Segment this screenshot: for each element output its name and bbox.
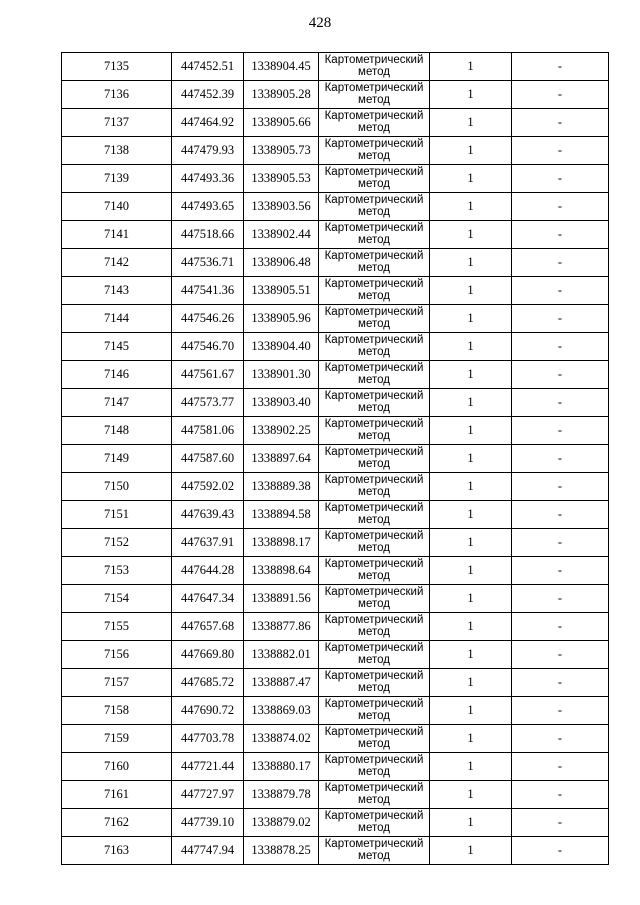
point-number-cell: 7142	[62, 249, 172, 277]
y-coordinate-cell: 1338889.38	[244, 473, 319, 501]
method-line-2: метод	[358, 178, 390, 190]
table-row	[62, 277, 609, 305]
y-coordinate-cell: 1338902.44	[244, 221, 319, 249]
x-coordinate-cell: 447657.68	[172, 613, 244, 641]
table-row	[62, 725, 609, 753]
method-cell	[319, 389, 430, 417]
table-row	[62, 221, 609, 249]
method-line-1: Картометрический	[324, 614, 424, 626]
accuracy-cell: 1	[430, 697, 512, 725]
method-line-2: метод	[358, 234, 390, 246]
note-cell: -	[512, 529, 609, 557]
y-coordinate-cell: 1338905.28	[244, 81, 319, 109]
point-number-cell: 7155	[62, 613, 172, 641]
method-line-1: Картометрический	[324, 54, 424, 66]
point-number-cell: 7140	[62, 193, 172, 221]
note-cell: -	[512, 641, 609, 669]
point-number-cell: 7147	[62, 389, 172, 417]
point-number-cell: 7158	[62, 697, 172, 725]
method-line-1: Картометрический	[324, 362, 424, 374]
note-cell: -	[512, 781, 609, 809]
method-line-1: Картометрический	[324, 194, 424, 206]
method-line-1: Картометрический	[324, 698, 424, 710]
method-cell	[319, 725, 430, 753]
note-cell: -	[512, 809, 609, 837]
method-line-1: Картометрический	[324, 502, 424, 514]
x-coordinate-cell: 447581.06	[172, 417, 244, 445]
point-number-cell: 7154	[62, 585, 172, 613]
method-cell	[319, 445, 430, 473]
note-cell: -	[512, 473, 609, 501]
point-number-cell: 7141	[62, 221, 172, 249]
method-line-1: Картометрический	[324, 138, 424, 150]
table-row	[62, 333, 609, 361]
accuracy-cell: 1	[430, 277, 512, 305]
y-coordinate-cell: 1338903.40	[244, 389, 319, 417]
table-body	[62, 53, 609, 865]
x-coordinate-cell: 447546.26	[172, 305, 244, 333]
method-cell	[319, 585, 430, 613]
y-coordinate-cell: 1338905.53	[244, 165, 319, 193]
note-cell: -	[512, 333, 609, 361]
y-coordinate-cell: 1338905.66	[244, 109, 319, 137]
point-number-cell: 7149	[62, 445, 172, 473]
table-row	[62, 837, 609, 865]
accuracy-cell: 1	[430, 585, 512, 613]
note-cell: -	[512, 53, 609, 81]
table-row	[62, 137, 609, 165]
table-row	[62, 53, 609, 81]
x-coordinate-cell: 447669.80	[172, 641, 244, 669]
table-row	[62, 193, 609, 221]
y-coordinate-cell: 1338877.86	[244, 613, 319, 641]
method-line-2: метод	[358, 654, 390, 666]
point-number-cell: 7145	[62, 333, 172, 361]
method-cell	[319, 809, 430, 837]
y-coordinate-cell: 1338894.58	[244, 501, 319, 529]
method-cell	[319, 641, 430, 669]
method-line-1: Картометрический	[324, 222, 424, 234]
table-row	[62, 109, 609, 137]
table-row	[62, 557, 609, 585]
note-cell: -	[512, 277, 609, 305]
x-coordinate-cell: 447452.39	[172, 81, 244, 109]
point-number-cell: 7135	[62, 53, 172, 81]
note-cell: -	[512, 501, 609, 529]
method-line-1: Картометрический	[324, 754, 424, 766]
table-row	[62, 669, 609, 697]
accuracy-cell: 1	[430, 137, 512, 165]
method-cell	[319, 109, 430, 137]
note-cell: -	[512, 305, 609, 333]
point-number-cell: 7136	[62, 81, 172, 109]
accuracy-cell: 1	[430, 781, 512, 809]
accuracy-cell: 1	[430, 501, 512, 529]
method-line-2: метод	[358, 570, 390, 582]
method-line-2: метод	[358, 430, 390, 442]
method-cell	[319, 249, 430, 277]
x-coordinate-cell: 447464.92	[172, 109, 244, 137]
x-coordinate-cell: 447541.36	[172, 277, 244, 305]
table-row	[62, 781, 609, 809]
method-line-2: метод	[358, 598, 390, 610]
y-coordinate-cell: 1338880.17	[244, 753, 319, 781]
x-coordinate-cell: 447637.91	[172, 529, 244, 557]
table-row	[62, 389, 609, 417]
method-line-2: метод	[358, 346, 390, 358]
accuracy-cell: 1	[430, 193, 512, 221]
method-line-1: Картометрический	[324, 670, 424, 682]
method-cell	[319, 137, 430, 165]
x-coordinate-cell: 447747.94	[172, 837, 244, 865]
method-cell	[319, 669, 430, 697]
method-line-1: Картометрический	[324, 334, 424, 346]
table-row	[62, 445, 609, 473]
accuracy-cell: 1	[430, 641, 512, 669]
y-coordinate-cell: 1338902.25	[244, 417, 319, 445]
accuracy-cell: 1	[430, 753, 512, 781]
x-coordinate-cell: 447536.71	[172, 249, 244, 277]
y-coordinate-cell: 1338879.02	[244, 809, 319, 837]
note-cell: -	[512, 613, 609, 641]
method-line-1: Картометрический	[324, 446, 424, 458]
note-cell: -	[512, 137, 609, 165]
note-cell: -	[512, 389, 609, 417]
table-row	[62, 753, 609, 781]
method-line-1: Картометрический	[324, 838, 424, 850]
y-coordinate-cell: 1338898.64	[244, 557, 319, 585]
point-number-cell: 7162	[62, 809, 172, 837]
method-cell	[319, 753, 430, 781]
point-number-cell: 7138	[62, 137, 172, 165]
method-line-1: Картометрический	[324, 474, 424, 486]
method-line-2: метод	[358, 458, 390, 470]
point-number-cell: 7161	[62, 781, 172, 809]
accuracy-cell: 1	[430, 809, 512, 837]
method-line-1: Картометрический	[324, 530, 424, 542]
x-coordinate-cell: 447644.28	[172, 557, 244, 585]
point-number-cell: 7139	[62, 165, 172, 193]
method-cell	[319, 697, 430, 725]
y-coordinate-cell: 1338905.51	[244, 277, 319, 305]
point-number-cell: 7144	[62, 305, 172, 333]
accuracy-cell: 1	[430, 305, 512, 333]
accuracy-cell: 1	[430, 81, 512, 109]
x-coordinate-cell: 447479.93	[172, 137, 244, 165]
point-number-cell: 7150	[62, 473, 172, 501]
method-line-2: метод	[358, 402, 390, 414]
method-cell	[319, 837, 430, 865]
accuracy-cell: 1	[430, 165, 512, 193]
table-row	[62, 81, 609, 109]
point-number-cell: 7156	[62, 641, 172, 669]
y-coordinate-cell: 1338905.96	[244, 305, 319, 333]
method-line-1: Картометрический	[324, 586, 424, 598]
note-cell: -	[512, 249, 609, 277]
table-row	[62, 697, 609, 725]
method-line-1: Картометрический	[324, 250, 424, 262]
method-line-1: Картометрический	[324, 558, 424, 570]
accuracy-cell: 1	[430, 837, 512, 865]
table-row	[62, 613, 609, 641]
x-coordinate-cell: 447727.97	[172, 781, 244, 809]
note-cell: -	[512, 109, 609, 137]
note-cell: -	[512, 697, 609, 725]
accuracy-cell: 1	[430, 529, 512, 557]
point-number-cell: 7160	[62, 753, 172, 781]
method-line-2: метод	[358, 318, 390, 330]
y-coordinate-cell: 1338879.78	[244, 781, 319, 809]
accuracy-cell: 1	[430, 249, 512, 277]
x-coordinate-cell: 447647.34	[172, 585, 244, 613]
note-cell: -	[512, 165, 609, 193]
table-row	[62, 417, 609, 445]
method-cell	[319, 81, 430, 109]
note-cell: -	[512, 221, 609, 249]
method-line-2: метод	[358, 542, 390, 554]
point-number-cell: 7153	[62, 557, 172, 585]
method-line-2: метод	[358, 486, 390, 498]
point-number-cell: 7137	[62, 109, 172, 137]
table-row	[62, 361, 609, 389]
note-cell: -	[512, 669, 609, 697]
y-coordinate-cell: 1338869.03	[244, 697, 319, 725]
method-line-2: метод	[358, 374, 390, 386]
accuracy-cell: 1	[430, 221, 512, 249]
note-cell: -	[512, 445, 609, 473]
x-coordinate-cell: 447573.77	[172, 389, 244, 417]
method-cell	[319, 501, 430, 529]
note-cell: -	[512, 557, 609, 585]
method-cell	[319, 417, 430, 445]
method-line-2: метод	[358, 822, 390, 834]
x-coordinate-cell: 447546.70	[172, 333, 244, 361]
method-line-1: Картометрический	[324, 810, 424, 822]
method-line-2: метод	[358, 738, 390, 750]
y-coordinate-cell: 1338882.01	[244, 641, 319, 669]
x-coordinate-cell: 447639.43	[172, 501, 244, 529]
table-row	[62, 641, 609, 669]
y-coordinate-cell: 1338904.45	[244, 53, 319, 81]
method-cell	[319, 333, 430, 361]
accuracy-cell: 1	[430, 669, 512, 697]
point-number-cell: 7163	[62, 837, 172, 865]
method-line-2: метод	[358, 206, 390, 218]
method-line-1: Картометрический	[324, 726, 424, 738]
point-number-cell: 7159	[62, 725, 172, 753]
method-cell	[319, 529, 430, 557]
method-line-2: метод	[358, 262, 390, 274]
x-coordinate-cell: 447493.65	[172, 193, 244, 221]
method-cell	[319, 305, 430, 333]
accuracy-cell: 1	[430, 473, 512, 501]
y-coordinate-cell: 1338887.47	[244, 669, 319, 697]
table-row	[62, 501, 609, 529]
y-coordinate-cell: 1338897.64	[244, 445, 319, 473]
x-coordinate-cell: 447518.66	[172, 221, 244, 249]
accuracy-cell: 1	[430, 445, 512, 473]
method-line-1: Картометрический	[324, 306, 424, 318]
point-number-cell: 7157	[62, 669, 172, 697]
x-coordinate-cell: 447690.72	[172, 697, 244, 725]
table-row	[62, 529, 609, 557]
table-row	[62, 585, 609, 613]
table-row	[62, 165, 609, 193]
y-coordinate-cell: 1338905.73	[244, 137, 319, 165]
y-coordinate-cell: 1338906.48	[244, 249, 319, 277]
accuracy-cell: 1	[430, 417, 512, 445]
table-row	[62, 249, 609, 277]
method-cell	[319, 473, 430, 501]
method-cell	[319, 277, 430, 305]
method-cell	[319, 781, 430, 809]
point-number-cell: 7152	[62, 529, 172, 557]
method-line-1: Картометрический	[324, 82, 424, 94]
point-number-cell: 7146	[62, 361, 172, 389]
accuracy-cell: 1	[430, 361, 512, 389]
point-number-cell: 7151	[62, 501, 172, 529]
note-cell: -	[512, 193, 609, 221]
method-line-1: Картометрический	[324, 166, 424, 178]
accuracy-cell: 1	[430, 725, 512, 753]
method-line-2: метод	[358, 710, 390, 722]
method-cell	[319, 361, 430, 389]
method-line-1: Картометрический	[324, 110, 424, 122]
y-coordinate-cell: 1338891.56	[244, 585, 319, 613]
note-cell: -	[512, 725, 609, 753]
note-cell: -	[512, 837, 609, 865]
x-coordinate-cell: 447739.10	[172, 809, 244, 837]
method-line-2: метод	[358, 682, 390, 694]
point-number-cell: 7148	[62, 417, 172, 445]
x-coordinate-cell: 447685.72	[172, 669, 244, 697]
method-line-1: Картометрический	[324, 642, 424, 654]
note-cell: -	[512, 361, 609, 389]
note-cell: -	[512, 585, 609, 613]
x-coordinate-cell: 447587.60	[172, 445, 244, 473]
method-cell	[319, 221, 430, 249]
accuracy-cell: 1	[430, 53, 512, 81]
coordinates-table	[61, 52, 609, 865]
y-coordinate-cell: 1338901.30	[244, 361, 319, 389]
note-cell: -	[512, 753, 609, 781]
accuracy-cell: 1	[430, 109, 512, 137]
y-coordinate-cell: 1338874.02	[244, 725, 319, 753]
accuracy-cell: 1	[430, 557, 512, 585]
note-cell: -	[512, 81, 609, 109]
method-line-1: Картометрический	[324, 418, 424, 430]
method-cell	[319, 193, 430, 221]
method-line-1: Картометрический	[324, 278, 424, 290]
point-number-cell: 7143	[62, 277, 172, 305]
method-cell	[319, 613, 430, 641]
method-cell	[319, 53, 430, 81]
method-line-2: метод	[358, 94, 390, 106]
method-line-2: метод	[358, 290, 390, 302]
method-cell	[319, 165, 430, 193]
x-coordinate-cell: 447703.78	[172, 725, 244, 753]
y-coordinate-cell: 1338898.17	[244, 529, 319, 557]
x-coordinate-cell: 447561.67	[172, 361, 244, 389]
method-line-2: метод	[358, 850, 390, 862]
y-coordinate-cell: 1338904.40	[244, 333, 319, 361]
accuracy-cell: 1	[430, 333, 512, 361]
method-line-2: метод	[358, 514, 390, 526]
accuracy-cell: 1	[430, 389, 512, 417]
method-line-2: метод	[358, 794, 390, 806]
y-coordinate-cell: 1338878.25	[244, 837, 319, 865]
x-coordinate-cell: 447592.02	[172, 473, 244, 501]
method-cell	[319, 557, 430, 585]
y-coordinate-cell: 1338903.56	[244, 193, 319, 221]
page-number: 428	[308, 15, 332, 31]
method-line-2: метод	[358, 766, 390, 778]
method-line-2: метод	[358, 122, 390, 134]
table-row	[62, 305, 609, 333]
method-line-1: Картометрический	[324, 782, 424, 794]
table-row	[62, 809, 609, 837]
table-row	[62, 473, 609, 501]
accuracy-cell: 1	[430, 613, 512, 641]
x-coordinate-cell: 447452.51	[172, 53, 244, 81]
x-coordinate-cell: 447721.44	[172, 753, 244, 781]
method-line-2: метод	[358, 66, 390, 78]
method-line-2: метод	[358, 626, 390, 638]
x-coordinate-cell: 447493.36	[172, 165, 244, 193]
note-cell: -	[512, 417, 609, 445]
method-line-1: Картометрический	[324, 390, 424, 402]
method-line-2: метод	[358, 150, 390, 162]
